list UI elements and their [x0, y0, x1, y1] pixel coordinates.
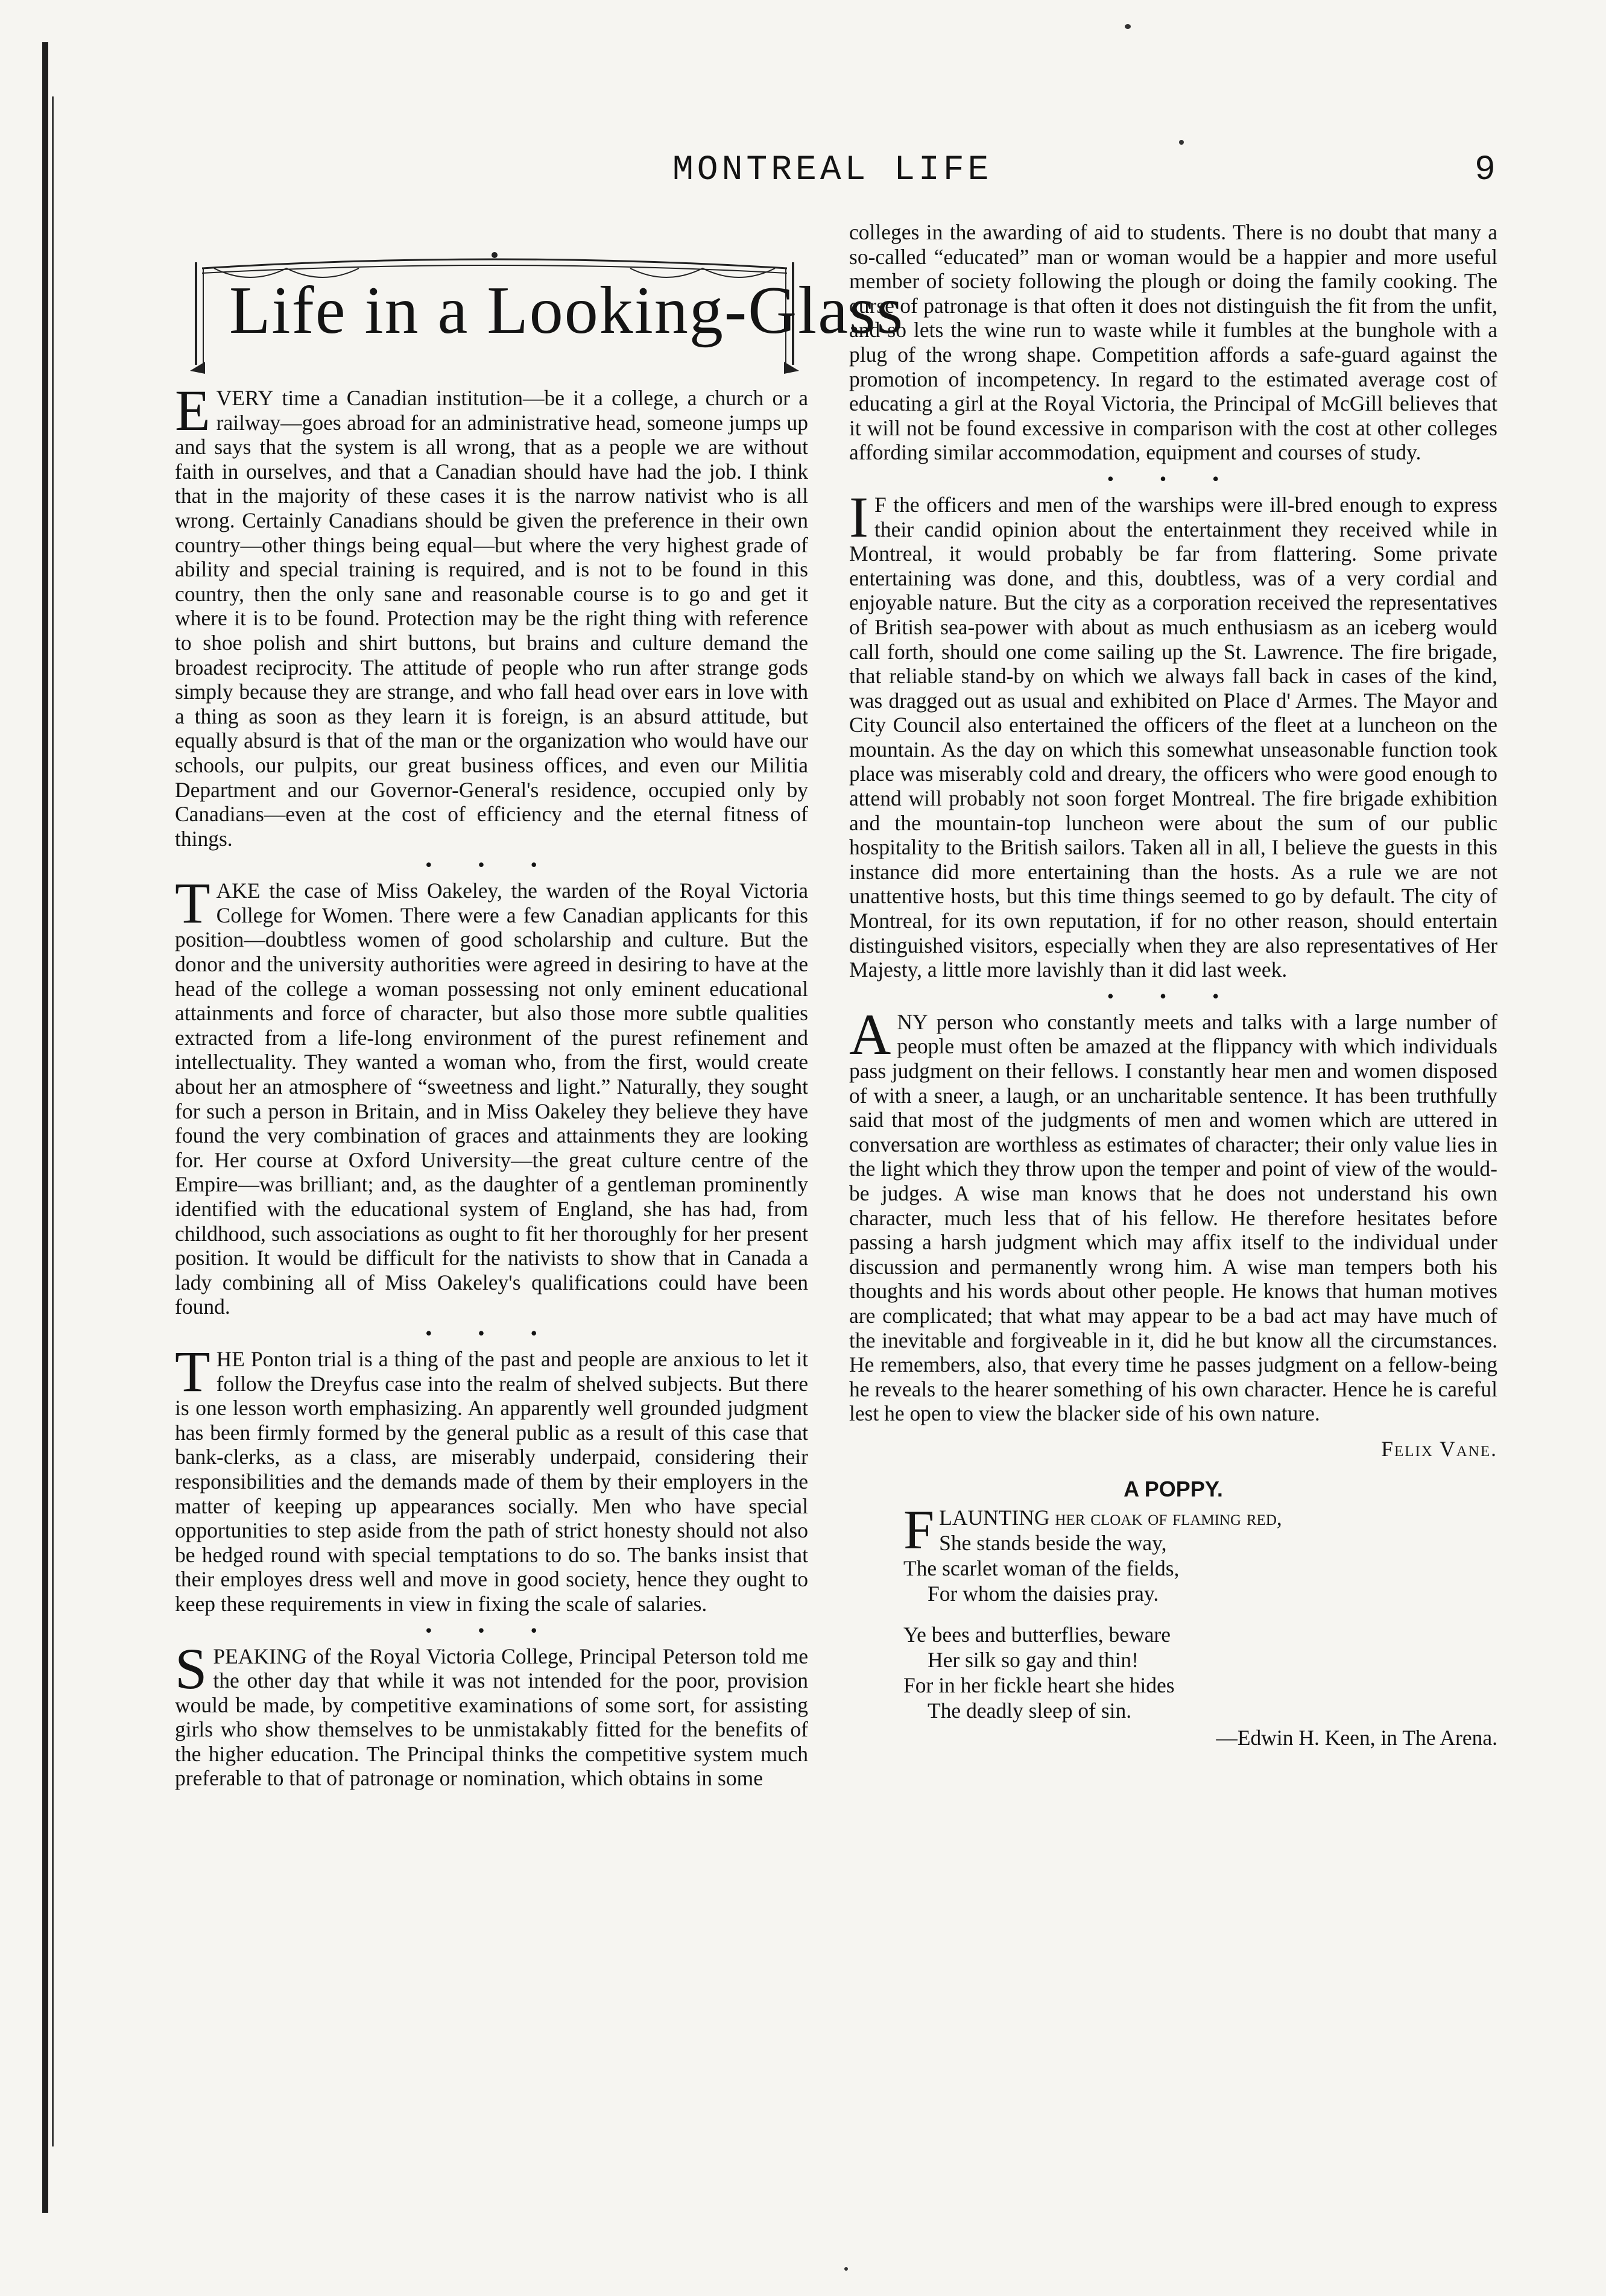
lead-word: F	[874, 492, 887, 517]
article-paragraph	[175, 871, 808, 1319]
ink-speck	[1179, 140, 1184, 145]
paragraph-text: time a Canadian institution—be it a college, a church or a railway—goes abroad for an administrative head, someone jumps up and says that the system is all wrong, that as a people we are without faith in ourselves, and that a Canadian should have had the job. I think that in the majority of these cases it is the narrow nativist who is all wrong. Certainly Canadians should be given the preference in their own country—other things being equal—but where the very highest grade of ability and special training is required, and is not to be found in this country, then the only sane and reasonable course is to go and get it where it is to be found. Protection may be the right thing with reference to shoe polish and shirt buttons, but brains and culture demand the broadest reciprocity. The attitude of people who run after strange gods simply because they are strange, and who fall head over ears in love with a thing as soon as they learn it is foreign, is an absurd attitude, but equally absurd is that of the man or the organization who would have our schools, our pulpits, our great business offices, and even our Militia Department and our Governor-General's residence, occupied only by Canadians—even at the cost of efficiency and the eternal fitness of things.	[175, 386, 808, 851]
lead-word: PEAKING	[213, 1644, 308, 1668]
page-edge-line	[52, 96, 54, 2146]
poem-line-text: LAUNTING her cloak of flaming red,	[939, 1506, 1282, 1530]
poem-line: For whom the daisies pray.	[928, 1582, 1159, 1606]
article-paragraph	[849, 484, 1497, 982]
drop-cap: A	[849, 1001, 891, 1067]
poem-credit: —Edwin H. Keen, in The Arena.	[1216, 1726, 1497, 1750]
article-paragraph: colleges in the awarding of aid to students. There is no doubt that many a so-called “educated” man or woman would be a happier and more useful member of society following the plough or doing the family cooking. The curse of patronage is that often it does not distinguish the fit from the unfit, and so lets the wine run to waste while it fumbles at the bunghole with a plug of the wrong shape. Competition affords a safe-guard against the promotion of incompetency. In regard to the estimated average cost of educating a girl at the Royal Victoria, the Principal of McGill believes that it will not be found excessive in comparison with the cost at other colleges affording similar accommodation, equipment and courses of study.	[849, 220, 1497, 465]
poem	[903, 1499, 1497, 1723]
author-signature: Felix Vane.	[1381, 1436, 1497, 1461]
right-column	[849, 220, 1497, 1750]
article-paragraph	[175, 1339, 808, 1616]
drop-cap: T	[175, 1339, 210, 1404]
poem-line: Her silk so gay and thin!	[928, 1648, 1139, 1673]
section-divider: • • •	[1107, 985, 1240, 1007]
paragraph-text: of the Royal Victoria College, Principal Peterson told me the other day that while it was not intended for the poor, provision would be made, by competitive examinations of some sort, for assisting girls who show themselves to be unmistakably fitted for the benefits of the higher education. The Principal thinks the competitive system much preferable to that of patronage or nomination, which obtains in some	[175, 1644, 808, 1791]
paragraph-text: the case of Miss Oakeley, the warden of the Royal Victoria College for Women. There were a few Canadian applicants for this position—doubtless women of good scholarship and culture. But the donor and the university authorities were agreed in desiring to have at the head of the college a woman possessing not only eminent educational attainments and force of character, but also those more subtle qualities extracted from a life-long environment of the purest refinement and intellectuality. They wanted a woman who, from the first, would create about her an atmosphere of “sweetness and light.” Naturally, they sought for such a person in Britain, and in Miss Oakeley they believe they have found the very combination of graces and attainments they are looking for. Her course at Oxford University—the great culture centre of the Empire—was brilliant; and, as the daughter of a gentleman prominently identified with the educational system of England, she has had, from childhood, such associations as ought to fit her thoroughly for her present position. It would be difficult for the nativists to show that in Canada a lady combining all of Miss Oakeley's qualifications could have been found.	[175, 878, 808, 1319]
poem-drop-cap: F	[903, 1499, 935, 1561]
article-paragraph	[175, 378, 808, 851]
poem-line: She stands beside the way,	[939, 1531, 1167, 1556]
section-divider: • • •	[425, 1322, 558, 1344]
poem-line: The deadly sleep of sin.	[928, 1698, 1132, 1723]
drop-cap: S	[175, 1636, 207, 1701]
masthead-title: Life in a Looking-Glass	[229, 273, 905, 348]
section-divider: • • •	[1107, 467, 1240, 490]
poem-line: Ye bees and butterflies, beware	[903, 1623, 1171, 1647]
page-edge-shadow	[42, 42, 48, 2213]
ink-speck	[844, 2267, 848, 2271]
lead-word: NY	[897, 1009, 928, 1034]
article-paragraph	[849, 1001, 1497, 1426]
running-header-title: MONTREAL LIFE	[672, 151, 993, 190]
page-number: 9	[1475, 151, 1496, 190]
section-divider: • • •	[425, 1619, 558, 1641]
lead-word: VERY	[216, 386, 274, 410]
poem-line: For in her fickle heart she hides	[903, 1673, 1175, 1698]
ink-speck	[1125, 24, 1131, 29]
poem-title: A POPPY.	[1124, 1476, 1223, 1501]
stanza-break	[903, 1606, 1497, 1622]
left-column	[175, 378, 808, 1791]
poem-line: The scarlet woman of the fields,	[903, 1556, 1180, 1581]
section-masthead	[178, 244, 905, 377]
section-divider: • • •	[425, 854, 558, 876]
paragraph-text: Ponton trial is a thing of the past and people are anxious to let it follow the Dreyfus case into the realm of shelved subjects. But there is one lesson worth emphasizing. An apparently well grounded judgment has been firmly formed by the general public as a result of this case that bank-clerks, as a class, are miserably underpaid, considering their responsibilities and the demands made of them by their employers in the matter of keeping up appearances socially. Men who have special opportunities to step aside from the path of strict honesty should not also be hedged round with special temptations to do so. The banks insist that their employes dress well and move in good society, hence they ought to keep these requirements in view in fixing the scale of salaries.	[175, 1346, 808, 1616]
paragraph-text: person who constantly meets and talks with a large number of people must often be amazed at the flippancy with which individuals pass judgment on their fellows. I constantly hear men and women disposed of with a sneer, a laugh, or an uncharitable sentence. It has been truthfully said that most of the judgments of men and women which are uttered in conversation are worthless as estimates of character; their only value lies in the light which they throw upon the temper and point of view of the would-be judges. A wise man knows that he does not understand his own character, much less that of his fellow. He therefore hesitates before passing a harsh judgment which may affix itself to the individual under discussion and permanently wrong him. A wise man tempers both his thoughts and his words about other people. He knows that human motives are complicated; that what may appear to be a bad act may have much of the inevitable and forgiveable in it, did he but know all the circumstances. He remembers, also, that every time he passes judgment on a fellow-being he reveals to the hearer something of his own character. Hence he is careful lest he open to view the blacker side of his own nature.	[849, 1009, 1497, 1426]
paragraph-text: the officers and men of the warships were ill-bred enough to express their candid opinion about the entertainment they received while in Montreal, it would probably be far from flattering. Some private entertaining was done, and this, doubtless, was of a very cordial and enjoyable nature. But the city as a corporation received the representatives of British sea-power with about as much enthusiasm as an iceberg would call forth, should one come sailing up the St. Lawrence. The fire brigade, that reliable stand-by on which we always fall back in cases of the kind, was dragged out as usual and exhibited on Place d' Armes. The Mayor and City Council also entertained the officers of the fleet at a luncheon on the mountain. As the day on which this somewhat unseasonable function took place was miserably cold and dreary, the officers who were good enough to attend will probably not soon forget Montreal. The fire brigade exhibition and the mountain-top luncheon were about the sum of our public hospitality to the British sailors. Taken all in all, I believe the guests in this instance did more entertaining than the hosts. As a rule we are not unattentive hosts, but this time things seemed to go by default. The city of Montreal, for its own reputation, if for no other reason, should entertain distinguished visitors, especially when they are also representatives of Her Majesty, a little more lavishly than it did last week.	[849, 492, 1497, 982]
drop-cap: E	[175, 378, 210, 443]
drop-cap: T	[175, 871, 210, 936]
drop-cap: I	[849, 484, 868, 549]
lead-word: HE	[216, 1346, 245, 1371]
lead-word: AKE	[216, 878, 261, 903]
article-paragraph	[175, 1636, 808, 1791]
